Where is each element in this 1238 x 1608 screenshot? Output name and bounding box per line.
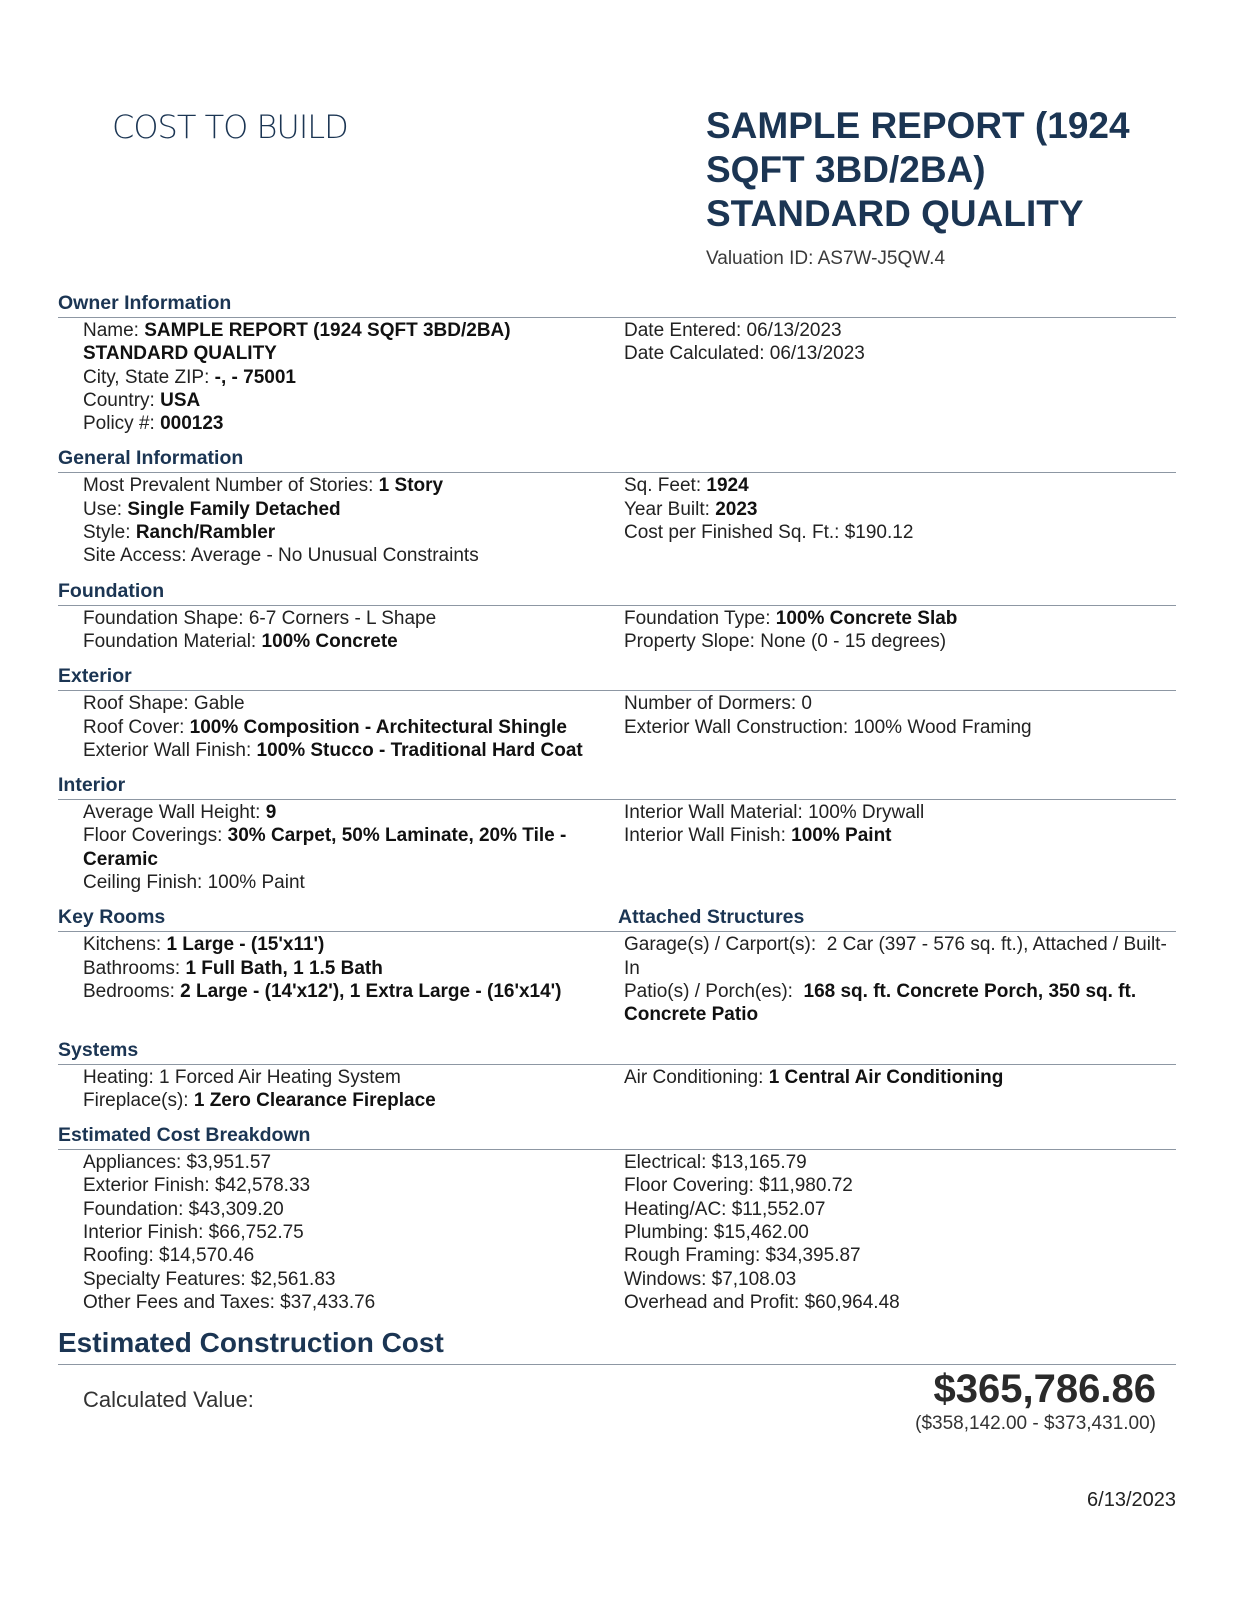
field-label: Foundation Type: — [624, 607, 776, 629]
section-body — [58, 1150, 1176, 1314]
field-line — [83, 1198, 610, 1221]
estimate-row — [58, 1365, 1176, 1445]
section-body — [58, 1065, 1176, 1113]
section-heading: Key Rooms — [58, 906, 166, 929]
field-line — [83, 319, 610, 366]
field-value: -, - 75001 — [214, 366, 296, 388]
calculated-value-label: Calculated Value: — [83, 1387, 254, 1413]
field-label: Country: — [83, 389, 161, 411]
field-line — [83, 692, 610, 715]
section-header — [58, 665, 1176, 688]
right-column — [616, 801, 1176, 894]
field-line — [624, 1244, 1176, 1267]
section-heading: Estimated Cost Breakdown — [58, 1124, 311, 1147]
right-column — [616, 933, 1176, 1026]
field-line — [83, 824, 610, 871]
field-value: Single Family Detached — [127, 498, 341, 520]
field-value: 30% Carpet, 50% Laminate, 20% Tile - Ceramic — [83, 825, 567, 870]
section-heading: Owner Information — [58, 292, 232, 314]
calculated-value: $365,786.86 — [933, 1367, 1156, 1412]
field-label: Floor Coverings: — [83, 825, 228, 847]
field-label: Heating/AC: — [624, 1198, 732, 1220]
field-value: $15,462.00 — [713, 1222, 809, 1244]
right-column — [616, 1151, 1176, 1314]
field-value: None (0 - 15 degrees) — [760, 630, 947, 652]
field-value: $37,433.76 — [280, 1291, 376, 1313]
field-line — [624, 716, 1176, 739]
section-systems — [58, 1039, 1176, 1113]
field-label: Kitchens: — [83, 934, 167, 956]
field-line — [83, 1221, 610, 1244]
field-line — [83, 871, 610, 894]
field-label: Air Conditioning: — [624, 1066, 769, 1088]
field-label: Electrical: — [624, 1152, 712, 1174]
field-label: Use: — [83, 498, 128, 520]
field-label: Roof Shape: — [83, 693, 194, 715]
field-line — [83, 801, 610, 824]
field-line — [83, 933, 610, 956]
field-label: Rough Framing: — [624, 1245, 766, 1267]
report-title: SAMPLE REPORT (1924 SQFT 3BD/2BA) STANDARD QUALITY — [706, 105, 1130, 234]
section-body — [58, 318, 1176, 435]
section-interior — [58, 774, 1176, 894]
section-heading: Interior — [58, 774, 126, 797]
field-value: 000123 — [160, 413, 224, 435]
field-label: Bathrooms: — [83, 957, 186, 979]
section-header — [58, 906, 1176, 929]
section-costs — [58, 1124, 1176, 1314]
field-value: $11,552.07 — [731, 1198, 826, 1220]
field-label: Exterior Wall Finish: — [83, 739, 257, 761]
field-label: Number of Dormers: — [624, 693, 802, 715]
field-label: Garage(s) / Carport(s): — [624, 934, 827, 956]
section-body — [58, 800, 1176, 894]
field-line — [83, 957, 610, 980]
field-label: Roofing: — [83, 1245, 160, 1267]
field-value: $14,570.46 — [159, 1245, 255, 1267]
left-column — [58, 607, 616, 654]
footer-date: 6/13/2023 — [1087, 1489, 1176, 1511]
right-column — [616, 692, 1176, 762]
section-body — [58, 932, 1176, 1026]
field-value: $190.12 — [844, 522, 914, 544]
section-general — [58, 447, 1176, 567]
field-line — [624, 1066, 1176, 1089]
section-owner — [58, 292, 1176, 435]
field-line — [624, 801, 1176, 824]
field-value: 1 Large - (15'x11') — [166, 934, 325, 956]
field-label: Date Calculated: — [624, 343, 770, 365]
field-label: Foundation: — [83, 1198, 189, 1220]
field-value: $66,752.75 — [208, 1222, 304, 1244]
field-value: 06/13/2023 — [746, 320, 842, 341]
left-column — [58, 1151, 616, 1314]
field-value: 2 Large - (14'x12'), 1 Extra Large - (16'x14') — [180, 980, 562, 1002]
report-content — [58, 292, 1176, 1445]
section-header — [58, 292, 1176, 315]
field-line — [624, 1174, 1176, 1197]
field-value: 168 sq. ft. Concrete Porch, 350 sq. ft. Concrete Patio — [624, 980, 1137, 1026]
left-column — [58, 801, 616, 894]
field-value: 100% Concrete Slab — [775, 607, 958, 629]
field-label: Other Fees and Taxes: — [83, 1291, 281, 1313]
field-line — [83, 980, 610, 1003]
field-line — [83, 1268, 610, 1291]
field-label: Plumbing: — [624, 1222, 714, 1244]
valuation-id: Valuation ID: AS7W-J5QW.4 — [706, 248, 946, 269]
report-sections — [58, 292, 1176, 1314]
field-label: Policy #: — [83, 413, 161, 435]
field-label: Exterior Wall Construction: — [624, 716, 854, 738]
field-value: USA — [160, 389, 201, 411]
field-line — [624, 980, 1176, 1027]
field-label: Interior Finish: — [83, 1222, 209, 1244]
field-value: 100% Paint — [791, 825, 892, 847]
section-heading: Foundation — [58, 579, 165, 602]
right-column — [616, 319, 1176, 435]
right-column — [616, 607, 1176, 654]
section-exterior — [58, 665, 1176, 762]
field-label: Exterior Finish: — [83, 1175, 215, 1197]
field-label: Windows: — [624, 1268, 712, 1290]
field-value: Gable — [193, 693, 245, 715]
field-value: Ranch/Rambler — [135, 522, 276, 544]
field-line — [83, 1151, 610, 1174]
section-rooms — [58, 906, 1176, 1026]
field-value: 9 — [265, 802, 277, 824]
field-value: $34,395.87 — [765, 1245, 861, 1267]
field-value: 100% Composition - Architectural Shingle — [189, 716, 567, 738]
right-column — [616, 1066, 1176, 1113]
field-label: Cost per Finished Sq. Ft.: — [624, 522, 845, 544]
field-label: Specialty Features: — [83, 1268, 251, 1290]
left-column — [58, 692, 616, 762]
section-body — [58, 691, 1176, 762]
section-heading: General Information — [58, 447, 244, 470]
field-value: 100% Wood Framing — [853, 716, 1032, 738]
field-label: Roof Cover: — [83, 716, 190, 738]
field-label: Overhead and Profit: — [624, 1291, 805, 1313]
field-value: 1 Zero Clearance Fireplace — [193, 1089, 436, 1111]
field-value: 6-7 Corners - L Shape — [248, 607, 437, 629]
field-line — [624, 1268, 1176, 1291]
field-label: Style: — [83, 522, 136, 544]
field-label: Patio(s) / Porch(es): — [624, 980, 804, 1002]
field-line — [624, 521, 1176, 544]
field-value: Average - No Unusual Constraints — [190, 545, 479, 567]
field-label: Year Built: — [624, 498, 716, 520]
company-logo: COST TO BUILD — [112, 108, 348, 146]
field-value: $42,578.33 — [214, 1175, 311, 1197]
field-label: Foundation Shape: — [83, 607, 249, 629]
field-line — [83, 716, 610, 739]
section-heading: Attached Structures — [618, 906, 805, 929]
field-line — [624, 607, 1176, 630]
field-line — [83, 498, 610, 521]
field-value: $2,561.83 — [250, 1268, 336, 1290]
field-label: Appliances: — [83, 1152, 187, 1174]
field-label: Property Slope: — [624, 630, 761, 652]
field-label: Bedrooms: — [83, 980, 181, 1002]
field-label: Foundation Material: — [83, 630, 262, 652]
field-line — [83, 1174, 610, 1197]
left-column — [58, 1066, 616, 1113]
section-heading: Exterior — [58, 665, 132, 688]
field-label: Date Entered: — [624, 320, 747, 341]
section-header — [58, 580, 1176, 603]
field-label: Sq. Feet: — [624, 475, 707, 497]
field-line — [624, 1198, 1176, 1221]
field-label: Heating: — [83, 1066, 160, 1088]
field-line — [624, 498, 1176, 521]
field-line — [83, 1066, 610, 1089]
section-foundation — [58, 580, 1176, 654]
field-line — [624, 1291, 1176, 1314]
field-value: 1 Forced Air Heating System — [159, 1066, 401, 1088]
field-line — [624, 630, 1176, 653]
field-line — [83, 366, 610, 389]
field-value: $7,108.03 — [711, 1268, 797, 1290]
field-label: Ceiling Finish: — [83, 872, 208, 894]
field-line — [83, 389, 610, 412]
section-header — [58, 1124, 1176, 1147]
left-column — [58, 474, 616, 567]
field-line — [83, 1244, 610, 1267]
section-body — [58, 606, 1176, 654]
field-value: 100% Paint — [207, 872, 305, 894]
field-line — [624, 933, 1176, 980]
field-line — [624, 692, 1176, 715]
field-line — [624, 474, 1176, 497]
field-line — [83, 1089, 610, 1112]
section-body — [58, 473, 1176, 567]
field-line — [624, 824, 1176, 847]
field-line — [83, 412, 610, 435]
field-label: Site Access: — [83, 545, 191, 567]
field-value: 1 Full Bath, 1 1.5 Bath — [185, 957, 383, 979]
field-value: 1924 — [706, 475, 749, 497]
field-line — [83, 544, 610, 567]
field-line — [83, 739, 610, 762]
field-label: Interior Wall Finish: — [624, 825, 792, 847]
field-line — [83, 630, 610, 653]
field-value: 1 Story — [378, 475, 444, 497]
field-value: 2023 — [715, 498, 758, 520]
section-header — [58, 774, 1176, 797]
left-column — [58, 319, 616, 435]
field-value: $60,964.48 — [804, 1291, 900, 1313]
field-value: 06/13/2023 — [769, 343, 865, 365]
field-line — [83, 474, 610, 497]
field-line — [624, 319, 1176, 342]
field-label: Interior Wall Material: — [624, 802, 809, 824]
field-label: Name: — [83, 320, 145, 341]
field-value: 100% Stucco - Traditional Hard Coat — [256, 739, 583, 761]
section-heading: Systems — [58, 1038, 139, 1061]
field-value: $13,165.79 — [711, 1152, 807, 1174]
field-value: $43,309.20 — [188, 1198, 284, 1220]
field-value: 2 Car (397 - 576 sq. ft.), Attached / Built-In — [624, 934, 1167, 979]
field-value: $11,980.72 — [759, 1175, 853, 1197]
field-line — [83, 521, 610, 544]
field-line — [83, 1291, 610, 1314]
field-value: 100% Drywall — [808, 802, 925, 824]
field-label: City, State ZIP: — [83, 366, 215, 388]
field-label: Most Prevalent Number of Stories: — [83, 475, 379, 497]
field-value: $3,951.57 — [186, 1152, 272, 1174]
field-label: Fireplace(s): — [83, 1089, 194, 1111]
field-value: 100% Concrete — [261, 630, 398, 652]
left-column — [58, 933, 616, 1026]
calculated-value-range: ($358,142.00 - $373,431.00) — [915, 1413, 1156, 1435]
field-line — [83, 607, 610, 630]
field-line — [624, 1221, 1176, 1244]
field-label: Average Wall Height: — [83, 802, 266, 824]
right-column — [616, 474, 1176, 567]
field-value: SAMPLE REPORT (1924 SQFT 3BD/2BA) STANDARD QUALITY — [83, 320, 511, 365]
section-header — [58, 447, 1176, 470]
estimate-title: Estimated Construction Cost — [58, 1327, 444, 1359]
field-line — [624, 342, 1176, 365]
field-line — [624, 1151, 1176, 1174]
field-label: Floor Covering: — [624, 1175, 760, 1197]
field-value: 0 — [801, 693, 812, 715]
field-value: 1 Central Air Conditioning — [768, 1066, 1004, 1088]
section-header — [58, 1039, 1176, 1062]
